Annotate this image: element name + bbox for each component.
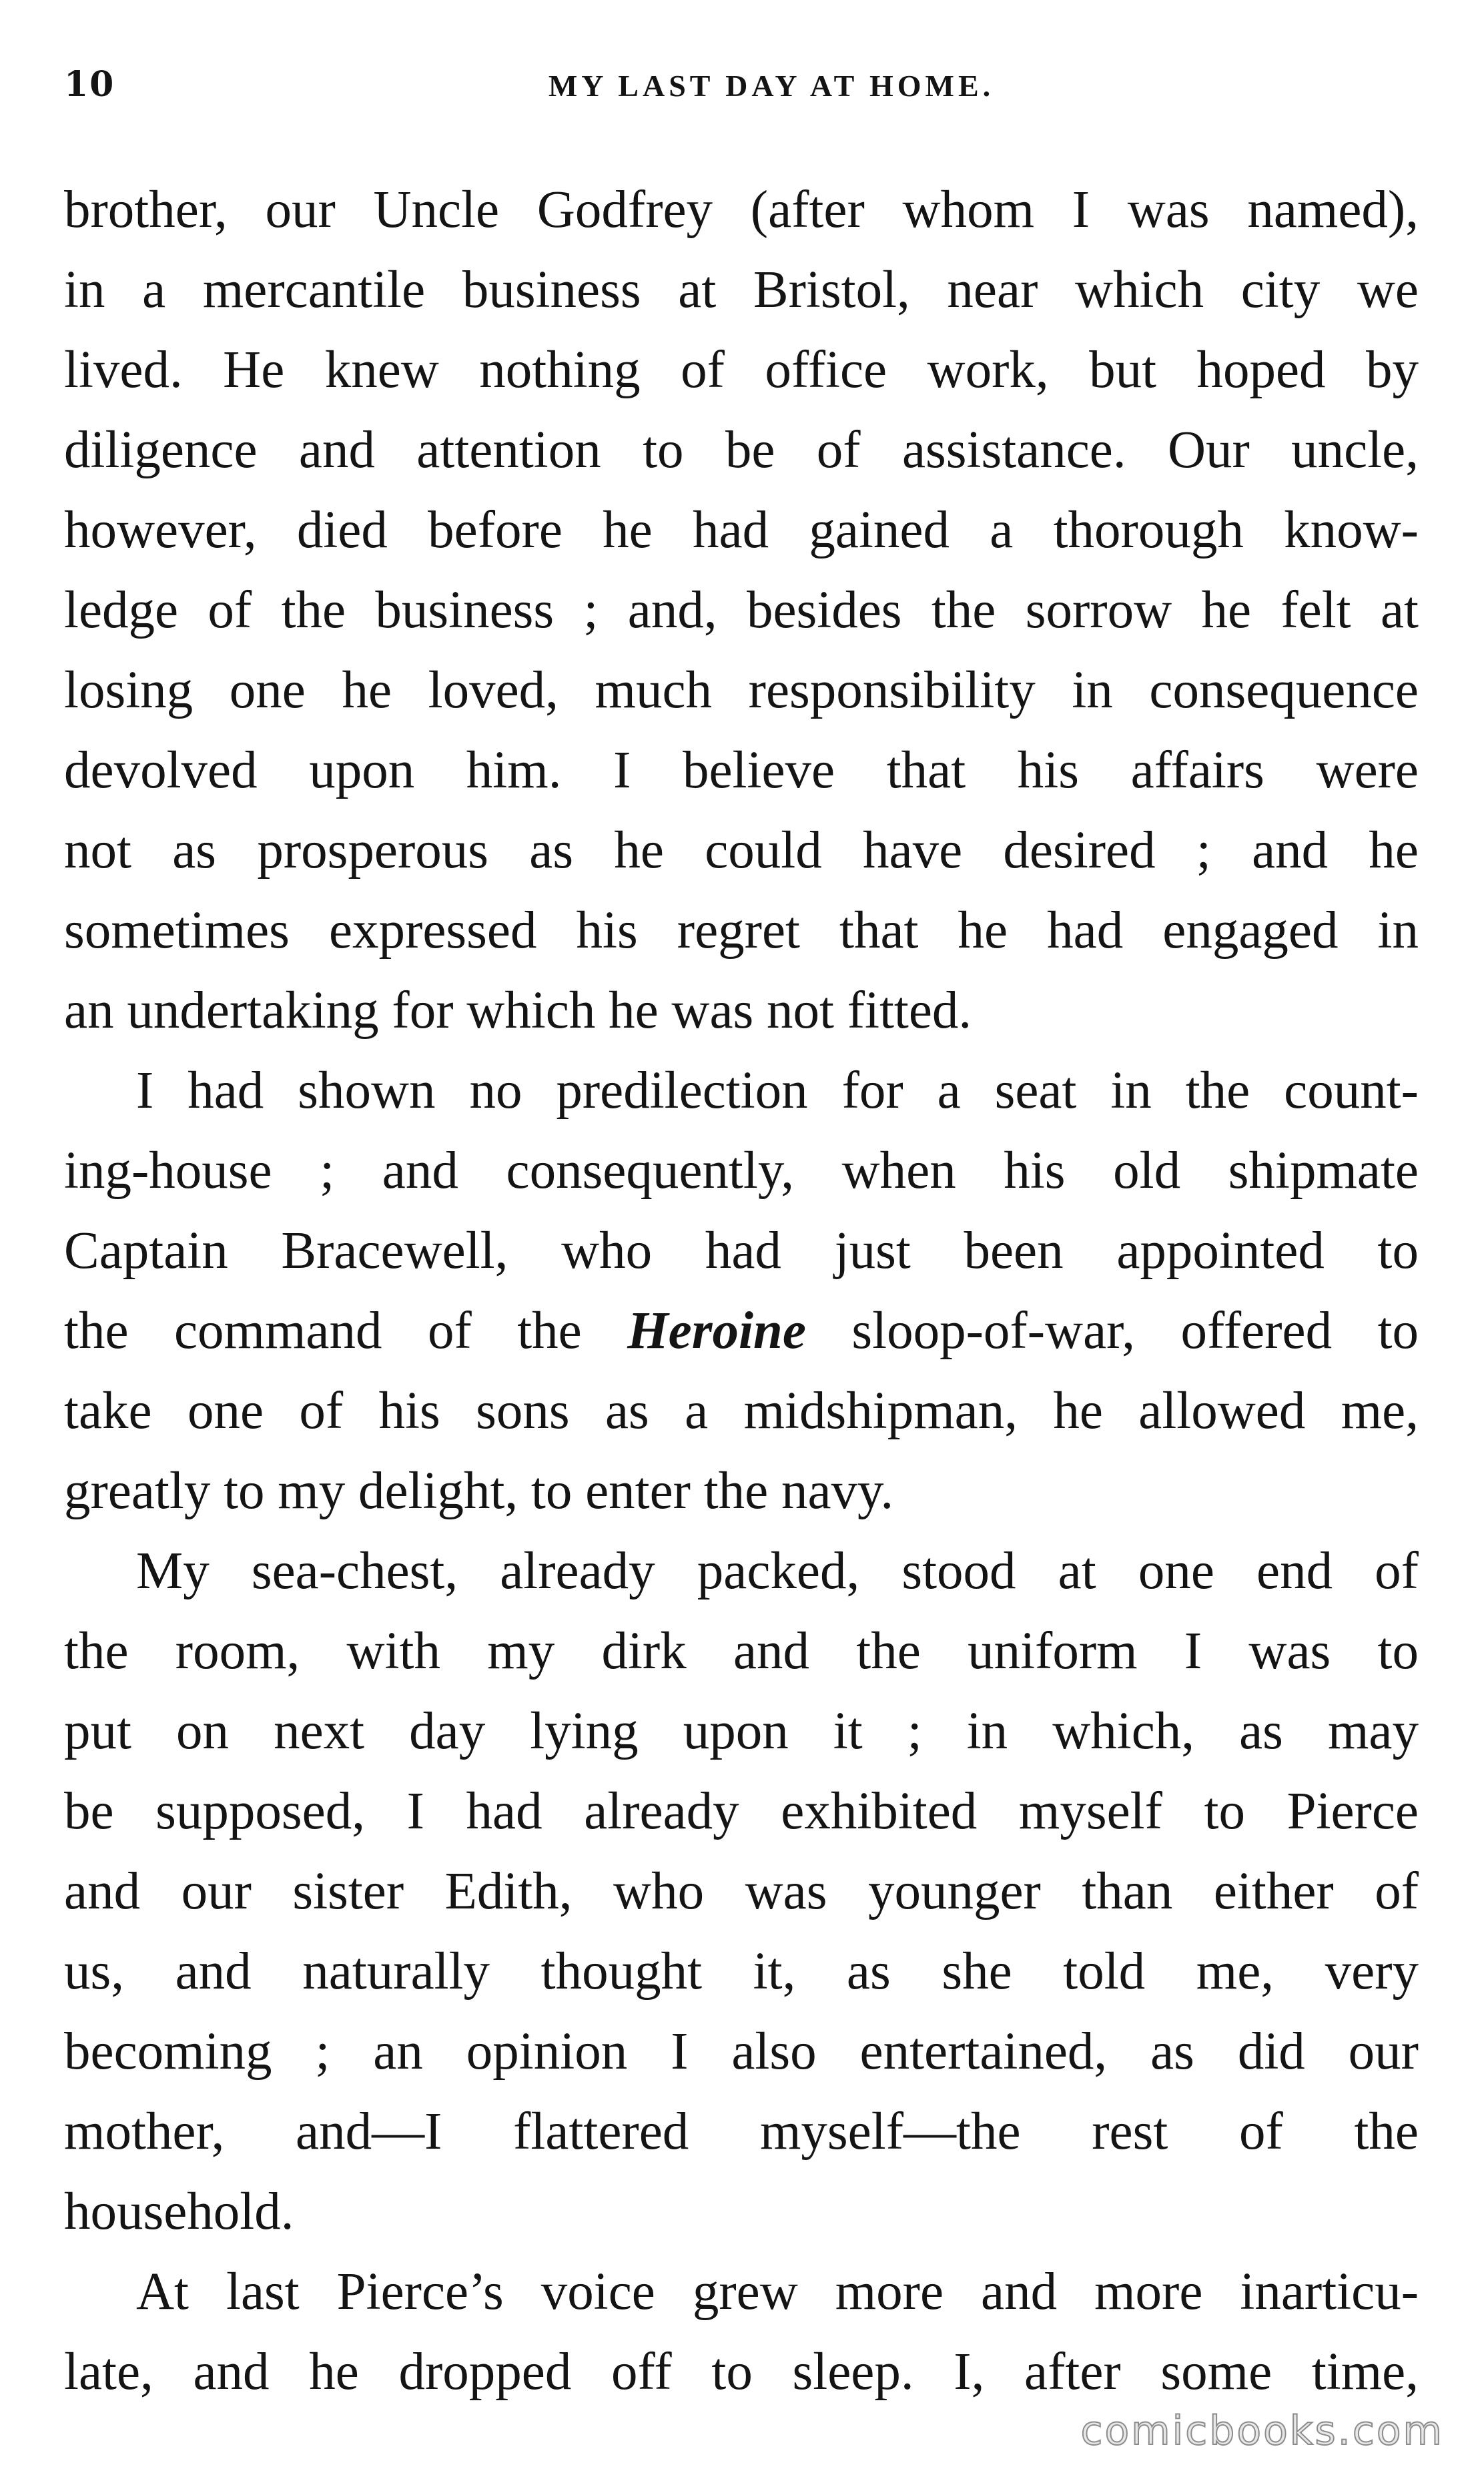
text-line: lived. He knew nothing of office work, but hoped by [64,341,1419,399]
body-text [64,170,1419,2412]
text-line: late, and he dropped off to sleep. I, after some time, [64,2343,1419,2401]
text-line: My sea-chest, already packed, stood at one end of [136,1542,1419,1600]
watermark: comicbooks.com [1080,2408,1444,2454]
text-line: an undertaking for which he was not fitted. [64,982,972,1040]
text-line: the room, with my dirk and the uniform I was to [64,1622,1419,1680]
text-line: greatly to my delight, to enter the navy. [64,1462,894,1520]
text-line: ing-house ; and consequently, when his old shipmate [64,1142,1419,1200]
text-line: take one of his sons as a midshipman, he allowed me, [64,1382,1419,1440]
text-line: mother, and—I flattered myself—the rest of the [64,2103,1419,2161]
text-line: becoming ; an opinion I also entertained, as did our [64,2023,1419,2081]
page-number: 10 [64,64,115,105]
text-line: diligence and attention to be of assistance. Our uncle, [64,421,1419,479]
text-line: devolved upon him. I believe that his affairs were [64,741,1419,799]
running-title: MY LAST DAY AT HOME. [548,69,995,103]
ship-name: Heroine [627,1302,806,1360]
text-line: losing one he loved, much responsibility in consequence [64,661,1419,719]
text-line-with-italic [64,1291,1419,1371]
text-line: sometimes expressed his regret that he had engaged in [64,902,1419,960]
text-line: be supposed, I had already exhibited myself to Pierce [64,1782,1419,1840]
text-line: us, and naturally thought it, as she told me, very [64,1942,1419,2001]
text-line: Captain Bracewell, who had just been appointed to [64,1222,1419,1280]
text-segment: the command of the [64,1302,582,1360]
text-line: ledge of the business ; and, besides the sorrow he felt at [64,581,1419,639]
text-line: and our sister Edith, who was younger than either of [64,1862,1419,1920]
text-line: put on next day lying upon it ; in which, as may [64,1702,1419,1760]
running-head [64,64,1419,111]
text-line: brother, our Uncle Godfrey (after whom I was named), [64,181,1419,239]
text-line: household. [64,2183,294,2241]
text-line: in a mercantile business at Bristol, near which city we [64,261,1419,319]
text-line: At last Pierce’s voice grew more and more inarticu- [136,2263,1419,2321]
text-line: I had shown no predilection for a seat in the count- [136,1062,1419,1120]
text-line: however, died before he had gained a thorough know- [64,501,1419,559]
text-line: not as prosperous as he could have desired ; and he [64,821,1419,879]
text-segment: sloop-of-war, offered to [851,1302,1419,1360]
